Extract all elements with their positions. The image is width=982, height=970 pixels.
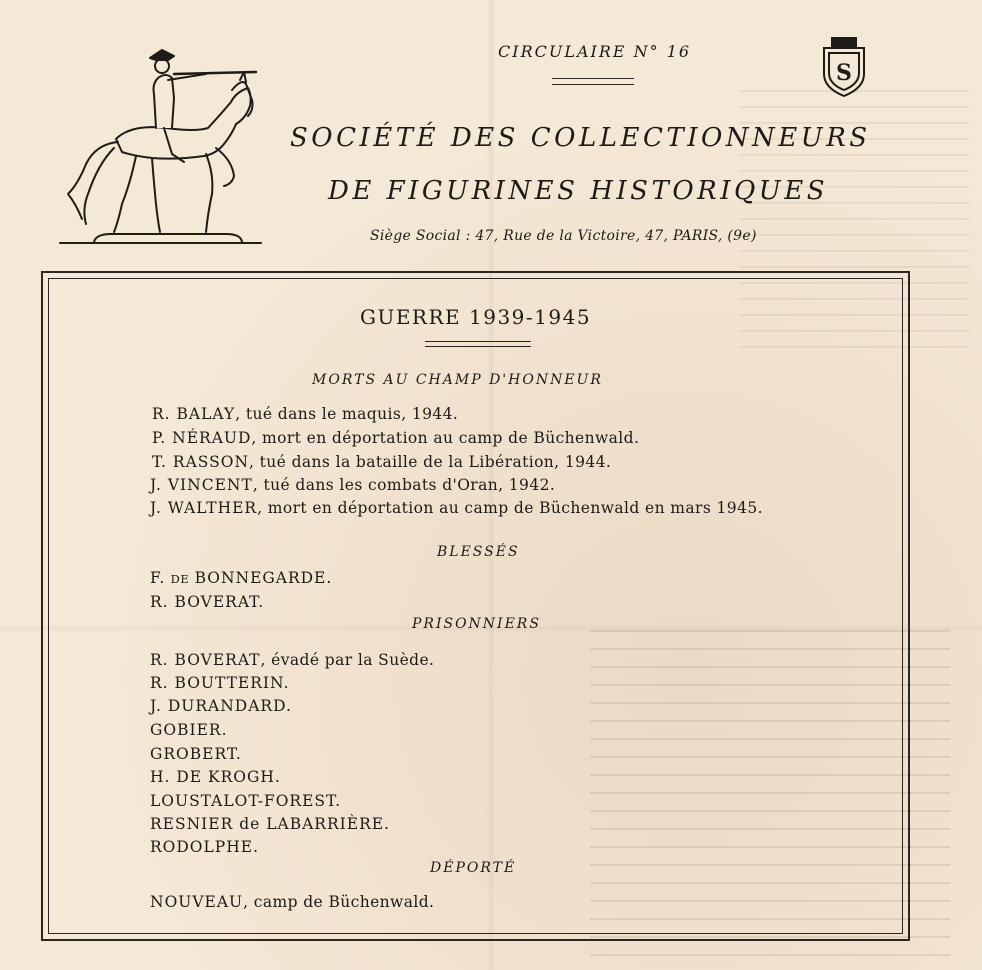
entry-name: J. WALTHER bbox=[150, 499, 258, 517]
entry-initial: F. bbox=[150, 569, 166, 587]
entry-name: GROBERT. bbox=[150, 745, 242, 763]
list-item bbox=[150, 893, 434, 911]
list-item bbox=[150, 593, 264, 611]
double-rule bbox=[552, 78, 634, 85]
entry-name: T. RASSON bbox=[152, 453, 250, 471]
headquarters-address: Siège Social : 47, Rue de la Victoire, 47, PARIS, (9e) bbox=[370, 228, 757, 244]
entry-detail: , tué dans les combats d'Oran, 1942. bbox=[252, 476, 556, 494]
entry-detail: , mort en déportation au camp de Büchenwald en mars 1945. bbox=[257, 499, 763, 517]
list-item bbox=[150, 745, 242, 763]
list-item bbox=[152, 453, 611, 471]
entry-name: GOBIER. bbox=[150, 721, 228, 739]
list-item bbox=[150, 499, 763, 517]
section-title-prisonniers: PRISONNIERS bbox=[412, 616, 541, 632]
entry-name: RODOLPHE. bbox=[150, 838, 259, 856]
list-item bbox=[152, 405, 458, 423]
list-item bbox=[150, 697, 292, 715]
list-item bbox=[150, 792, 341, 810]
entry-name: LOUSTALOT-FOREST. bbox=[150, 792, 341, 810]
section-title-morts: MORTS AU CHAMP D'HONNEUR bbox=[312, 372, 603, 388]
list-item bbox=[150, 674, 290, 692]
list-item bbox=[150, 651, 434, 669]
entry-detail: , tué dans le maquis, 1944. bbox=[235, 405, 459, 423]
horseman-engraving bbox=[56, 44, 266, 249]
list-item bbox=[150, 768, 281, 786]
list-item bbox=[150, 838, 259, 856]
society-title-line-1: SOCIÉTÉ DES COLLECTIONNEURS bbox=[290, 123, 871, 153]
entry-name: J. DURANDARD. bbox=[150, 697, 292, 715]
list-item bbox=[152, 429, 639, 447]
entry-name: J. VINCENT bbox=[150, 476, 253, 494]
entry-name: BONNEGARDE. bbox=[194, 569, 333, 587]
entry-detail: , camp de Büchenwald. bbox=[243, 893, 435, 911]
list-item bbox=[150, 476, 555, 494]
entry-name: R. BOVERAT bbox=[150, 651, 261, 669]
entry-detail: , tué dans la bataille de la Libération, 1944. bbox=[249, 453, 612, 471]
entry-name: R. BALAY bbox=[152, 405, 236, 423]
entry-name: H. DE KROGH. bbox=[150, 768, 281, 786]
emblem-letter: S bbox=[836, 60, 852, 86]
list-item bbox=[150, 569, 332, 587]
section-title-blesses: BLESSÉS bbox=[437, 544, 520, 560]
circular-number: CIRCULAIRE N° 16 bbox=[498, 42, 692, 61]
society-title-line-2: DE FIGURINES HISTORIQUES bbox=[328, 176, 829, 206]
entry-name: R. BOVERAT. bbox=[150, 593, 265, 611]
entry-particle: DE bbox=[170, 572, 190, 586]
list-item bbox=[150, 721, 228, 739]
society-shield-emblem bbox=[818, 36, 870, 98]
war-heading: GUERRE 1939-1945 bbox=[360, 305, 592, 329]
double-rule bbox=[425, 341, 531, 347]
list-item bbox=[150, 815, 390, 833]
entry-detail: , évadé par la Suède. bbox=[260, 651, 435, 669]
entry-detail: , mort en déportation au camp de Büchenwald. bbox=[251, 429, 640, 447]
entry-name: RESNIER de LABARRIÈRE. bbox=[150, 815, 390, 833]
entry-name: NOUVEAU bbox=[150, 893, 244, 911]
section-title-deporte: DÉPORTÉ bbox=[430, 860, 517, 876]
entry-name: P. NÉRAUD bbox=[152, 429, 252, 447]
entry-name: R. BOUTTERIN. bbox=[150, 674, 290, 692]
